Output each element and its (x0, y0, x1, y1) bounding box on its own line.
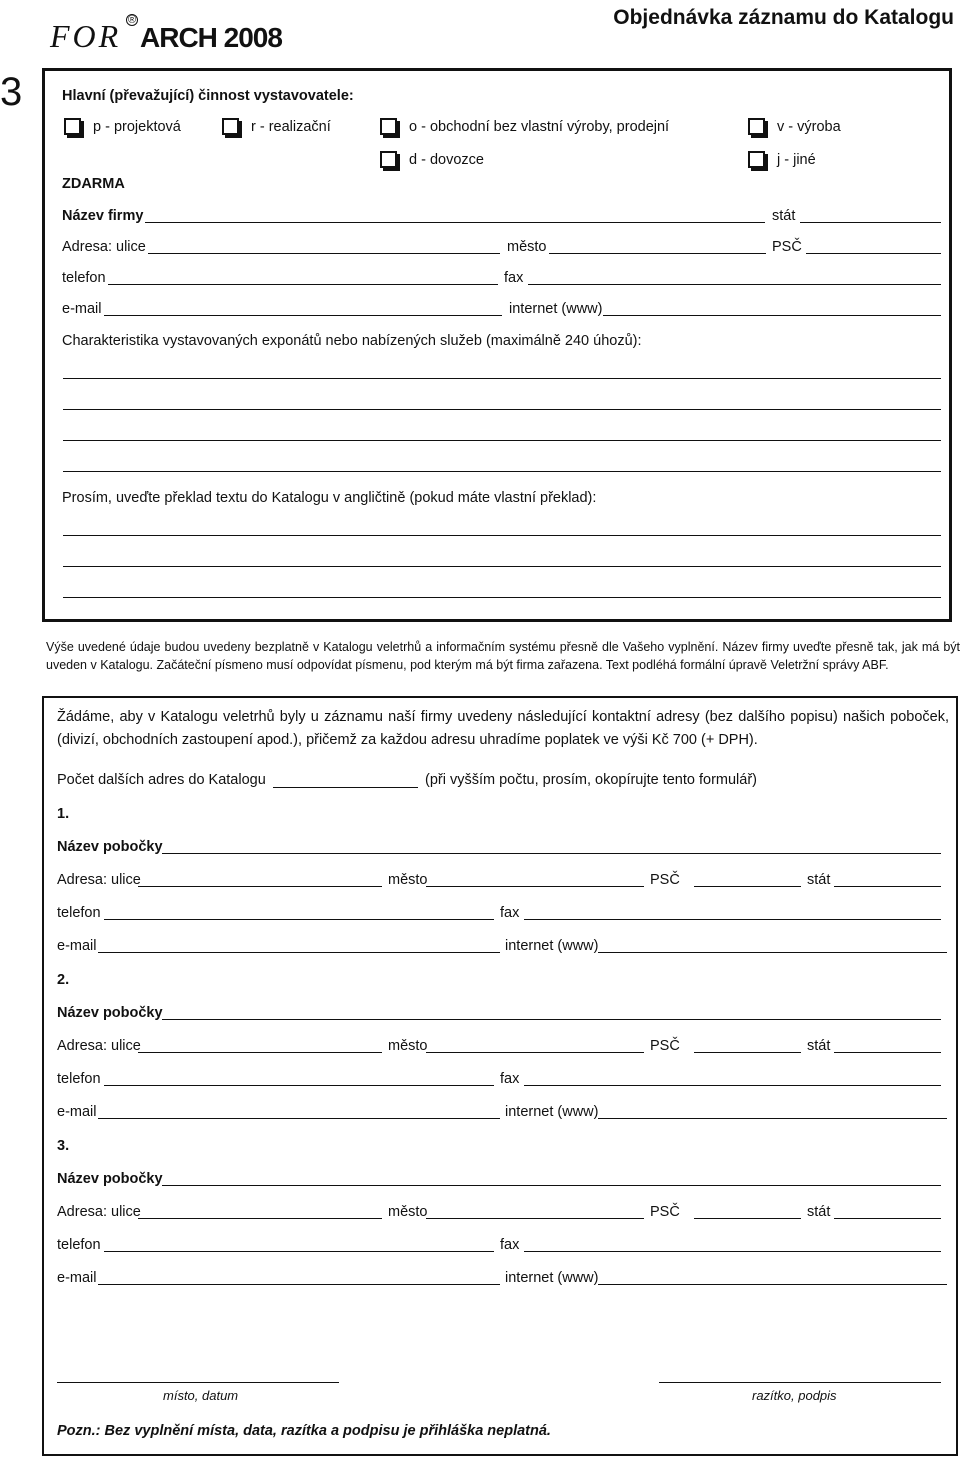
branch-phone-label: telefon (57, 905, 101, 921)
branch-state-label: stát (807, 1038, 831, 1054)
characteristics-line-1[interactable] (63, 378, 941, 379)
branch-zip-field[interactable] (694, 1218, 801, 1219)
branch-city-label: město (388, 1204, 428, 1220)
translation-line-3[interactable] (63, 597, 941, 598)
branch-city-field[interactable] (426, 1052, 644, 1053)
zip-field[interactable] (806, 253, 941, 254)
branch-count-note: (při vyšším počtu, prosím, okopírujte tento formulář) (425, 772, 757, 788)
branch-address-label: Adresa: ulice (57, 1038, 141, 1054)
phone-field[interactable] (108, 284, 498, 285)
activity-heading: Hlavní (převažující) činnost vystavovatele: (62, 88, 354, 104)
branch-zip-label: PSČ (650, 1038, 680, 1054)
branch-zip-field[interactable] (694, 886, 801, 887)
branch-fax-field[interactable] (524, 1085, 941, 1086)
branch-city-field[interactable] (426, 886, 644, 887)
address-label: Adresa: ulice (62, 239, 146, 255)
branch-phone-field[interactable] (104, 1251, 494, 1252)
state-label: stát (772, 208, 796, 224)
checkbox-label: j - jiné (777, 151, 816, 168)
city-field[interactable] (549, 253, 766, 254)
section-number: 3 (0, 70, 23, 114)
branch-fax-label: fax (500, 1071, 520, 1087)
checkbox-realizacni[interactable] (222, 118, 331, 135)
branch-name-field[interactable] (162, 1185, 941, 1186)
branch-email-label: e-mail (57, 938, 97, 954)
branch-email-label: e-mail (57, 1104, 97, 1120)
checkbox-label: r - realizační (251, 118, 331, 135)
branch-number: 3. (57, 1138, 70, 1154)
checkbox-label: o - obchodní bez vlastní výroby, prodejní (409, 118, 670, 135)
branch-name-label: Název pobočky (57, 1005, 163, 1021)
checkbox-vyroba[interactable] (748, 118, 841, 135)
branch-phone-label: telefon (57, 1071, 101, 1087)
branch-email-field[interactable] (98, 1118, 500, 1119)
translation-line-1[interactable] (63, 535, 941, 536)
branch-number: 2. (57, 972, 70, 988)
translation-label: Prosím, uveďte překlad textu do Katalogu v angličtině (pokud máte vlastní překlad): (62, 490, 597, 506)
checkbox-icon[interactable] (64, 118, 81, 135)
branch-email-label: e-mail (57, 1270, 97, 1286)
branch-web-field[interactable] (598, 952, 947, 953)
branch-fax-field[interactable] (524, 919, 941, 920)
state-field[interactable] (800, 222, 941, 223)
characteristics-line-4[interactable] (63, 471, 941, 472)
branch-state-field[interactable] (834, 1218, 941, 1219)
branch-fax-field[interactable] (524, 1251, 941, 1252)
checkbox-icon[interactable] (222, 118, 239, 135)
branch-state-label: stát (807, 872, 831, 888)
branch-zip-label: PSČ (650, 872, 680, 888)
branch-name-field[interactable] (162, 1019, 941, 1020)
branch-zip-label: PSČ (650, 1204, 680, 1220)
branch-address-field[interactable] (138, 886, 382, 887)
branch-zip-field[interactable] (694, 1052, 801, 1053)
branch-state-field[interactable] (834, 1052, 941, 1053)
branch-city-field[interactable] (426, 1218, 644, 1219)
checkbox-icon[interactable] (380, 151, 397, 168)
checkbox-label: p - projektová (93, 118, 181, 135)
registered-mark: ® (127, 14, 137, 26)
branch-state-field[interactable] (834, 886, 941, 887)
branches-intro: Žádáme, aby v Katalogu veletrhů byly u záznamu naší firmy uvedeny následující kontaktní adresy (bez dalšího popisu) našich poboček, (divizí, obchodních zastoupení apod.), přičemž za každou adresu uhradíme poplatek ve výši Kč 700 (+ DPH). (57, 709, 949, 748)
company-name-field[interactable] (145, 222, 765, 223)
address-field[interactable] (148, 253, 500, 254)
branch-count-label: Počet dalších adres do Katalogu (57, 772, 266, 788)
fax-label: fax (504, 270, 524, 286)
characteristics-label: Charakteristika vystavovaných exponátů nebo nabízených služeb (maximálně 240 úhozů): (62, 333, 642, 349)
characteristics-line-3[interactable] (63, 440, 941, 441)
branch-email-field[interactable] (98, 1284, 500, 1285)
free-label: ZDARMA (62, 176, 125, 192)
validity-note: Pozn.: Bez vyplnění místa, data, razítka a podpisu je přihláška neplatná. (57, 1423, 551, 1439)
checkbox-obchodni[interactable] (380, 118, 669, 135)
logo-arch-text: ARCH 2008 (140, 22, 282, 53)
email-label: e-mail (62, 301, 102, 317)
notice-text: Výše uvedené údaje budou uvedeny bezplatně v Katalogu veletrhů a informačním systému přesně dle Vašeho vyplnění. Název firmy uveďte přesně tak, jak má být uveden v Katalogu. Začáteční písmeno musí odpovídat písmenu, pod kterým má být firma zařazena. Text podléhá formální úpravě Veletržní správy ABF. (46, 640, 960, 672)
city-label: město (507, 239, 547, 255)
branch-web-label: internet (www) (505, 938, 599, 954)
stamp-signature-label: razítko, podpis (752, 1388, 837, 1403)
web-field[interactable] (603, 315, 941, 316)
branch-fax-label: fax (500, 905, 520, 921)
web-label: internet (www) (509, 301, 603, 317)
branch-state-label: stát (807, 1204, 831, 1220)
checkbox-jine[interactable] (748, 151, 816, 168)
branch-name-field[interactable] (162, 853, 941, 854)
fax-field[interactable] (528, 284, 941, 285)
form-title: Objednávka záznamu do Katalogu (613, 6, 954, 29)
branch-phone-field[interactable] (104, 1085, 494, 1086)
branch-count-field[interactable] (273, 787, 418, 788)
branch-city-label: město (388, 872, 428, 888)
branch-email-field[interactable] (98, 952, 500, 953)
branch-web-field[interactable] (598, 1284, 947, 1285)
branch-city-label: město (388, 1038, 428, 1054)
company-name-label: Název firmy (62, 208, 144, 224)
branch-name-label: Název pobočky (57, 1171, 163, 1187)
branch-phone-field[interactable] (104, 919, 494, 920)
email-field[interactable] (104, 315, 502, 316)
branch-address-label: Adresa: ulice (57, 872, 141, 888)
branch-web-field[interactable] (598, 1118, 947, 1119)
branch-fax-label: fax (500, 1237, 520, 1253)
checkbox-dovozce[interactable] (380, 151, 484, 168)
branch-name-label: Název pobočky (57, 839, 163, 855)
checkbox-projektova[interactable] (64, 118, 181, 135)
checkbox-icon[interactable] (748, 151, 765, 168)
phone-label: telefon (62, 270, 106, 286)
checkbox-icon[interactable] (748, 118, 765, 135)
checkbox-label: d - dovozce (409, 151, 484, 168)
logo-for-text: FOR (50, 18, 122, 54)
place-date-label: místo, datum (163, 1388, 239, 1403)
checkbox-label: v - výroba (777, 118, 841, 135)
branch-web-label: internet (www) (505, 1104, 599, 1120)
branch-address-field[interactable] (138, 1052, 382, 1053)
stamp-signature-field[interactable] (659, 1382, 941, 1383)
branch-address-label: Adresa: ulice (57, 1204, 141, 1220)
characteristics-line-2[interactable] (63, 409, 941, 410)
translation-line-2[interactable] (63, 566, 941, 567)
place-date-field[interactable] (57, 1382, 339, 1383)
checkbox-icon[interactable] (380, 118, 397, 135)
zip-label: PSČ (772, 239, 802, 255)
branch-phone-label: telefon (57, 1237, 101, 1253)
branch-web-label: internet (www) (505, 1270, 599, 1286)
branch-address-field[interactable] (138, 1218, 382, 1219)
branch-number: 1. (57, 806, 70, 822)
